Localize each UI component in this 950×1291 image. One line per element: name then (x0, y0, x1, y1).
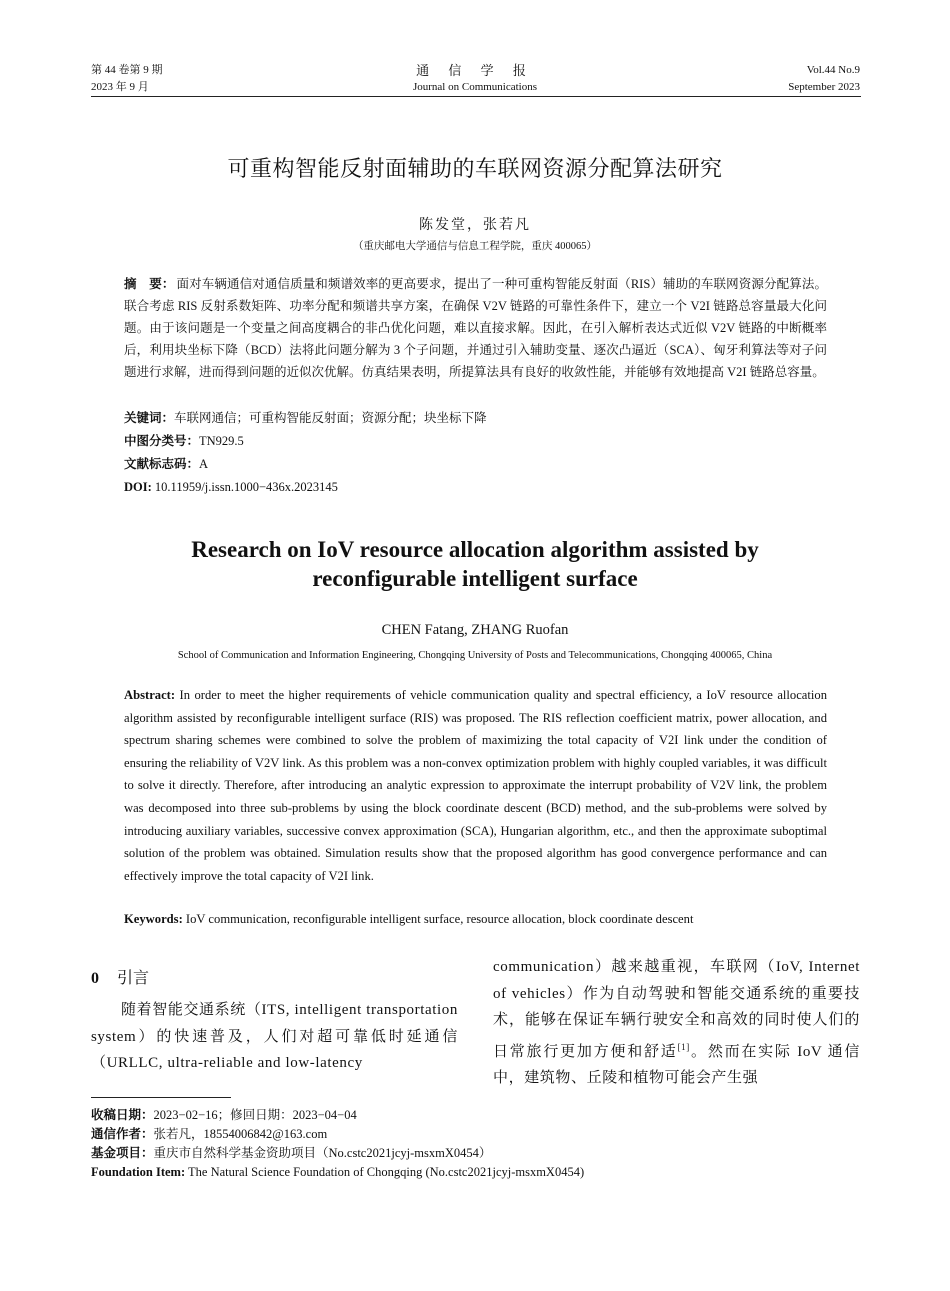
paper-title-cn: 可重构智能反射面辅助的车联网资源分配算法研究 (227, 157, 723, 182)
authors-en: CHEN Fatang, ZHANG Ruofan (381, 622, 569, 638)
doc-code-text: A (199, 457, 209, 471)
paper-title-en-line2: reconfigurable intelligent surface (312, 566, 638, 591)
fund-en-label: Foundation Item: (91, 1165, 186, 1179)
body-right-text-2: 。然而在实际 IoV 通信中，建筑物、丘陵和植物可能会产生强 (493, 1043, 860, 1086)
keywords-cn-text: 车联网通信；可重构智能反射面；资源分配；块坐标下降 (174, 411, 487, 425)
abstract-cn-label: 摘 要： (124, 276, 175, 291)
clc-text: TN929.5 (199, 434, 244, 448)
fund-en-text: The Natural Science Foundation of Chongqing (No.cstc2021jcyj-msxmX0454) (188, 1165, 585, 1179)
abstract-en-text: In order to meet the higher requirements of vehicle communication quality and spectral efficiency, a IoV resource allocation algorithm assisted by reconfigurable intelligent surface (RIS) was proposed. The RIS reflection coefficient matrix, power allocation, and spectrum sharing schemes were combined to solve the problem of maximizing the total capacity of V2I link under the condition of ensuring the reliability of V2V link. As this problem was a non-convex optimization problem with highly coupled variables, it was difficult to solve it directly. Therefore, after introducing an analytic expression to approximate the interrupt probability of V2V link, the problem was decomposed into three sub-problems by using the block coordinate descent (BCD) method, and the sub-problems were solved by introducing auxiliary variables, successive convex approximation (SCA), Hungarian algorithm, etc., and then the approximate suboptimal solution of the problem was obtained. Simulation results show that the proposed algorithm has good convergence performance and can effectively improve the total capacity of V2I link. (124, 688, 827, 883)
volume-cn: 第 44 卷第 9 期 (91, 64, 163, 76)
affiliation-en: School of Communication and Information Engineering, Chongqing University of Posts and Telecommunications, Chongqing 400065, China (177, 650, 773, 661)
paper-title-en (0, 535, 950, 593)
keywords-en-text: IoV communication, reconfigurable intelligent surface, resource allocation, block coordinate descent (185, 912, 694, 926)
keywords-cn (124, 407, 487, 429)
date-cn: 2023 年 9 月 (91, 81, 149, 93)
doc-code-label: 文献标志码： (124, 456, 200, 471)
footnote-fund-en (91, 1163, 584, 1181)
doi (124, 476, 338, 498)
corresponding-label: 通信作者： (91, 1126, 154, 1141)
corresponding-text: 张若凡，18554006842@163.com (153, 1127, 328, 1141)
keywords-en (124, 908, 827, 930)
section-title: 引言 (117, 968, 150, 987)
volume-en: Vol.44 No.9 (806, 64, 860, 76)
keywords-cn-label: 关键词： (124, 410, 175, 425)
document-code (124, 453, 208, 475)
date-en: September 2023 (788, 81, 860, 93)
body-right-column (493, 954, 860, 1092)
abstract-cn-text: 面对车辆通信对通信质量和频谱效率的更高要求，提出了一种可重构智能反射面（RIS）辅助的车联网资源分配算法。联合考虑 RIS 反射系数矩阵、功率分配和频谱共享方案，在确保 V2V 链路的可靠性条件下，建立一个 V2I 链路总容量最大化问题。由于该问题是一个变量之间高度耦合的非凸优化问题，难以直接求解。因此，在引入解析表达式近似 V2V 链路的中断概率后，利用块坐标下降（BCD）法将此问题分解为 3 个子问题，并通过引入辅助变量、逐次凸逼近（SCA）、匈牙利算法等对子问题进行求解，进而得到问题的近似次优解。仿真结果表明，所提算法具有良好的收敛性能，并能够有效地提高 V2I 链路总容量。 (124, 277, 827, 379)
fund-cn-text: 重庆市自然科学基金资助项目（No.cstc2021jcyj-msxmX0454） (153, 1146, 492, 1160)
footnote-divider (91, 1097, 231, 1098)
journal-name-en: Journal on Communications (412, 81, 538, 93)
affiliation-cn: （重庆邮电大学通信与信息工程学院，重庆 400065） (352, 241, 598, 252)
abstract-en-label: Abstract: (124, 688, 176, 702)
doi-label: DOI: (124, 480, 152, 494)
footnote-corresponding (91, 1125, 327, 1143)
body-left-column: 随着智能交通系统（ITS, intelligent transportation system）的快速普及，人们对超可靠低时延通信（URLLC, ultra-reliable and low-latency (91, 1002, 458, 1071)
clc-number (124, 430, 244, 452)
footnote-fund-cn (91, 1144, 491, 1162)
section-heading (91, 965, 149, 988)
body-right-text-1: communication）越来越重视，车联网（IoV, Internet of vehicles）作为自动驾驶和智能交通系统的重要技术，能够在保证车辆行驶安全和高效的同时使人们的日常旅行更加方便和舒适 (493, 959, 860, 1060)
abstract-en (124, 684, 827, 887)
paper-title-en-line1: Research on IoV resource allocation algorithm assisted by (191, 537, 759, 562)
received-label: 收稿日期： (91, 1107, 154, 1122)
fund-cn-label: 基金项目： (91, 1145, 154, 1160)
clc-label: 中图分类号： (124, 433, 200, 448)
footnote-received (91, 1106, 357, 1124)
received-text: 2023−02−16；修回日期：2023−04−04 (153, 1108, 357, 1122)
journal-name-cn: 通 信 学 报 (416, 63, 534, 78)
citation-ref[interactable]: [1] (677, 1041, 690, 1052)
header-right (788, 62, 860, 96)
authors-cn: 陈发堂，张若凡 (419, 218, 531, 233)
abstract-cn (124, 273, 827, 383)
section-number: 0 (91, 970, 99, 987)
keywords-en-label: Keywords: (124, 912, 183, 926)
doi-text[interactable]: 10.11959/j.issn.1000−436x.2023145 (154, 480, 338, 494)
header-divider (91, 96, 861, 97)
